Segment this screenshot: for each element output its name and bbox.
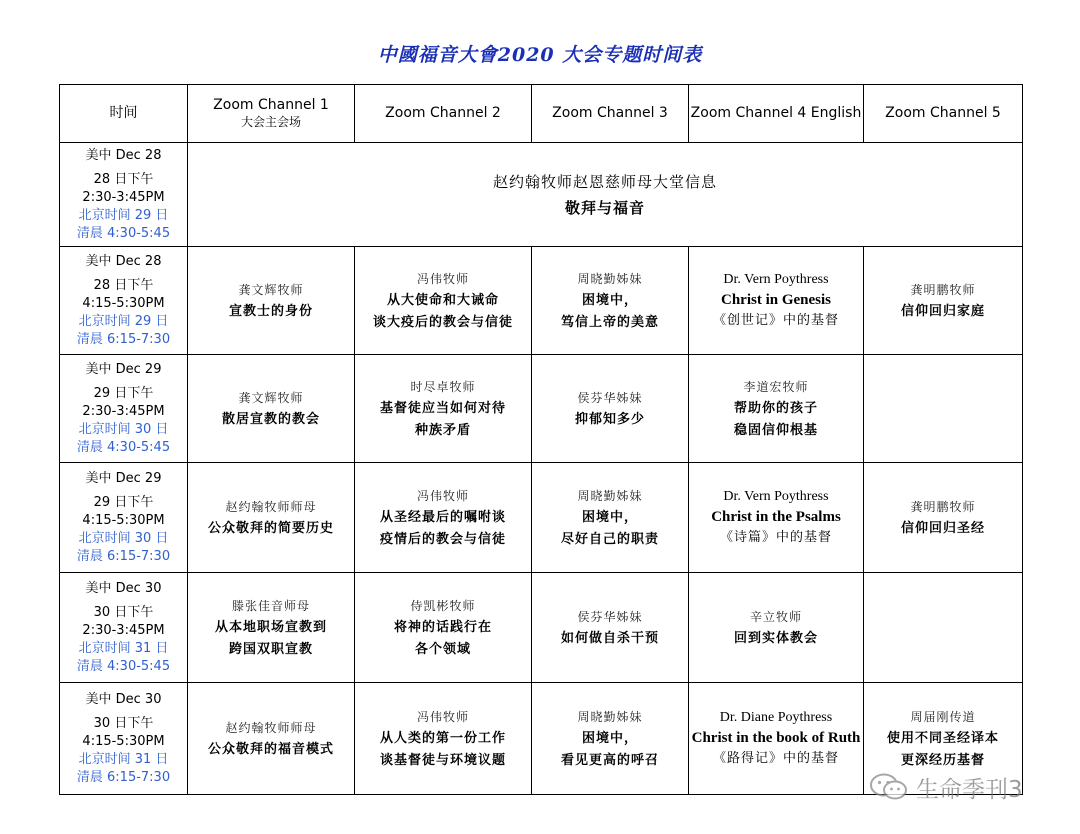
session-topic-line: 疫情后的教会与信徒: [379, 531, 506, 547]
session-topic-line: 散居宣教的教会: [221, 411, 320, 427]
session-speaker: 龚文辉牧师: [238, 390, 304, 405]
session-cell: [864, 463, 1023, 573]
session-cell: [532, 355, 689, 463]
local-date: 美中 Dec 30: [85, 691, 162, 707]
beijing-time: 清晨 6:15-7:30: [76, 769, 171, 785]
local-time: 4:15-5:30PM: [82, 295, 165, 311]
header-time: 时间: [60, 85, 188, 143]
local-day: 30 日下午: [93, 604, 154, 620]
session-cell: [188, 573, 355, 683]
time-cell: [60, 247, 188, 355]
local-date: 美中 Dec 29: [85, 361, 162, 377]
session-speaker: 冯伟牧师: [416, 709, 469, 724]
session-speaker: 周晓勤姊妹: [577, 709, 643, 724]
session-speaker: 侍凯彬牧师: [410, 598, 476, 613]
local-time: 4:15-5:30PM: [82, 733, 165, 749]
session-topic-en: Christ in the book of Ruth: [691, 730, 861, 746]
beijing-date: 北京时间 31 日: [78, 640, 169, 656]
beijing-time: 清晨 4:30-5:45: [76, 225, 171, 241]
local-time: 2:30-3:45PM: [82, 622, 165, 638]
session-cell: [532, 247, 689, 355]
session-topic-line: 种族矛盾: [414, 422, 471, 438]
session-cell: [355, 247, 532, 355]
session-speaker: 冯伟牧师: [416, 271, 469, 286]
session-speaker: Dr. Vern Poythress: [723, 489, 829, 504]
local-day: 29 日下午: [93, 385, 154, 401]
session-topic-line: 谈基督徒与环境议题: [379, 752, 506, 768]
beijing-time: 清晨 6:15-7:30: [76, 331, 171, 347]
session-speaker: 周届刚传道: [910, 709, 976, 724]
session-topic-line: 谈大疫后的教会与信徒: [372, 314, 513, 330]
session-cell: [355, 463, 532, 573]
local-date: 美中 Dec 28: [85, 253, 162, 269]
session-speaker: 赵约翰牧师师母: [225, 720, 317, 735]
session-cell: [689, 573, 864, 683]
session-topic-line: 笃信上帝的美意: [560, 314, 659, 330]
session-topic-zh: 《诗篇》中的基督: [719, 530, 832, 545]
session-topic-en: Christ in the Psalms: [711, 509, 841, 525]
page-title: 中國福音大會2020 大会专题时间表: [377, 44, 703, 66]
session-speaker: 李道宏牧师: [743, 379, 809, 394]
session-topic-line: 从大使命和大诫命: [386, 292, 499, 308]
session-topic-line: 尽好自己的职责: [560, 531, 659, 547]
session-topic-line: 更深经历基督: [900, 752, 985, 768]
wechat-icon: [868, 772, 910, 802]
session-cell: [689, 247, 864, 355]
session-speaker: 周晓勤姊妹: [577, 271, 643, 286]
beijing-time: 清晨 4:30-5:45: [76, 439, 171, 455]
time-cell: [60, 355, 188, 463]
session-topic-zh: 《创世记》中的基督: [712, 313, 839, 328]
time-cell: [60, 463, 188, 573]
header-channel-1-sub: 大会主会场: [240, 114, 301, 129]
session-cell: [532, 463, 689, 573]
time-cell: [60, 573, 188, 683]
session-topic-line: 困境中，: [581, 292, 638, 308]
session-speaker: 时尽卓牧师: [410, 379, 476, 394]
local-time: 4:15-5:30PM: [82, 512, 165, 528]
time-cell: [60, 683, 188, 795]
session-cell: [689, 463, 864, 573]
session-speaker: 辛立牧师: [749, 609, 802, 624]
header-channel-3: Zoom Channel 3: [532, 85, 689, 143]
session-topic-line: 基督徒应当如何对待: [379, 400, 506, 416]
session-topic-line: 困境中，: [581, 509, 638, 525]
session-topic-line: 信仰回归家庭: [900, 303, 985, 319]
session-cell: [188, 247, 355, 355]
header-channel-2: Zoom Channel 2: [355, 85, 532, 143]
local-date: 美中 Dec 28: [85, 147, 162, 163]
session-topic-line: 将神的话践行在: [393, 619, 492, 635]
session-cell: [355, 355, 532, 463]
session-speaker: 滕张佳音师母: [231, 598, 310, 613]
session-topic-line: 稳固信仰根基: [733, 422, 818, 438]
session-speaker: 龚文辉牧师: [238, 282, 304, 297]
schedule-row: [60, 573, 1023, 683]
watermark: [868, 770, 1023, 804]
local-day: 29 日下午: [93, 494, 154, 510]
session-topic-line: 从本地职场宣教到: [214, 619, 327, 635]
beijing-date: 北京时间 29 日: [78, 313, 169, 329]
session-cell: [689, 683, 864, 795]
session-cell: [188, 463, 355, 573]
session-cell: [188, 683, 355, 795]
session-topic-line: 信仰回归圣经: [900, 520, 985, 536]
session-speaker: 侯芬华姊妹: [577, 609, 643, 624]
plenary-topic: 敬拜与福音: [564, 198, 645, 217]
local-time: 2:30-3:45PM: [82, 403, 165, 419]
schedule-row: [60, 143, 1023, 247]
session-topic-line: 帮助你的孩子: [733, 400, 818, 416]
session-speaker: 龚明鹏牧师: [910, 499, 976, 514]
session-topic-en: Christ in Genesis: [720, 292, 831, 308]
local-date: 美中 Dec 30: [85, 580, 162, 596]
schedule-row: [60, 355, 1023, 463]
session-topic-line: 如何做自杀干预: [560, 630, 659, 646]
session-topic-line: 公众敬拜的简要历史: [207, 520, 334, 536]
session-cell: [864, 573, 1023, 683]
session-speaker: 周晓勤姊妹: [577, 488, 643, 503]
session-topic-line: 从圣经最后的嘱咐谈: [379, 509, 506, 525]
session-cell: [689, 355, 864, 463]
schedule-row: [60, 463, 1023, 573]
session-speaker: 龚明鹏牧师: [910, 282, 976, 297]
session-cell: [355, 683, 532, 795]
session-topic-line: 抑郁知多少: [574, 411, 645, 427]
session-speaker: 赵约翰牧师师母: [225, 499, 317, 514]
session-speaker: Dr. Vern Poythress: [723, 272, 829, 287]
local-date: 美中 Dec 29: [85, 470, 162, 486]
plenary-speaker: 赵约翰牧师赵恩慈师母大堂信息: [492, 172, 717, 191]
session-cell: [864, 247, 1023, 355]
session-cell: [532, 573, 689, 683]
session-topic-line: 看见更高的呼召: [560, 752, 659, 768]
session-topic-zh: 《路得记》中的基督: [712, 751, 839, 766]
beijing-date: 北京时间 30 日: [78, 421, 169, 437]
local-time: 2:30-3:45PM: [82, 189, 165, 205]
session-topic-line: 跨国双职宣教: [228, 641, 313, 657]
session-cell: [188, 355, 355, 463]
session-topic-line: 宣教士的身份: [228, 303, 313, 319]
local-day: 28 日下午: [93, 277, 154, 293]
session-cell: [532, 683, 689, 795]
header-row: [60, 85, 1023, 143]
schedule-row: [60, 247, 1023, 355]
local-day: 28 日下午: [93, 171, 154, 187]
beijing-date: 北京时间 29 日: [78, 207, 169, 223]
schedule-table: [59, 84, 1023, 795]
beijing-time: 清晨 4:30-5:45: [76, 658, 171, 674]
session-speaker: Dr. Diane Poythress: [719, 710, 833, 725]
session-topic-line: 使用不同圣经译本: [886, 730, 999, 746]
session-topic-line: 从人类的第一份工作: [379, 730, 506, 746]
beijing-date: 北京时间 30 日: [78, 530, 169, 546]
watermark-text: 生命季刊3: [916, 776, 1023, 803]
header-channel-5: Zoom Channel 5: [864, 85, 1023, 143]
session-topic-line: 回到实体教会: [733, 630, 818, 646]
beijing-date: 北京时间 31 日: [78, 751, 169, 767]
session-speaker: 侯芬华姊妹: [577, 390, 643, 405]
header-channel-1: Zoom Channel 1 大会主会场: [188, 85, 355, 143]
session-topic-line: 各个领域: [414, 641, 471, 657]
header-channel-4: Zoom Channel 4 English: [689, 85, 864, 143]
session-cell: [355, 573, 532, 683]
plenary-session: [188, 143, 1023, 247]
time-cell: [60, 143, 188, 247]
session-speaker: 冯伟牧师: [416, 488, 469, 503]
session-cell: [864, 355, 1023, 463]
beijing-time: 清晨 6:15-7:30: [76, 548, 171, 564]
local-day: 30 日下午: [93, 715, 154, 731]
session-topic-line: 困境中，: [581, 730, 638, 746]
session-topic-line: 公众敬拜的福音模式: [207, 741, 334, 757]
